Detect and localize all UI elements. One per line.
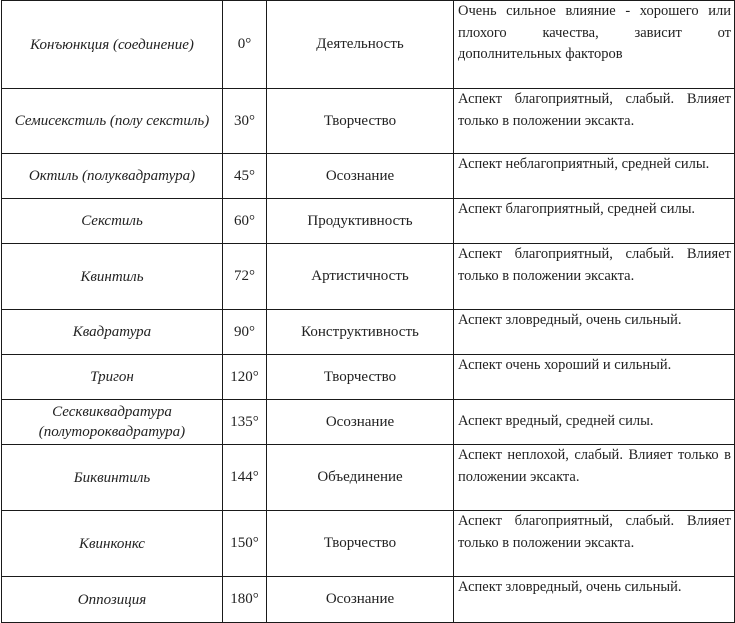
aspect-description: Аспект неплохой, слабый. Влияет только в положении эксакта.: [454, 445, 735, 511]
aspect-name: Секстиль: [2, 199, 223, 244]
aspect-description: Аспект зловредный, очень сильный.: [454, 577, 735, 623]
aspect-keyword: Осознание: [267, 154, 454, 199]
aspect-name: Квинтиль: [2, 244, 223, 310]
aspect-degree: 120°: [223, 355, 267, 400]
table-row: [2, 445, 735, 511]
aspect-name: Сесквиквадратура (полутороквадратура): [2, 400, 223, 445]
aspect-name: Тригон: [2, 355, 223, 400]
aspect-keyword: Осознание: [267, 577, 454, 623]
aspect-name: Конъюнкция (соединение): [2, 1, 223, 89]
aspect-degree: 45°: [223, 154, 267, 199]
aspect-name: Октиль (полуквадратура): [2, 154, 223, 199]
table-row: [2, 199, 735, 244]
table-row: [2, 1, 735, 89]
aspect-degree: 135°: [223, 400, 267, 445]
aspect-degree: 150°: [223, 511, 267, 577]
table-row: [2, 310, 735, 355]
aspect-keyword: Продуктивность: [267, 199, 454, 244]
aspect-keyword: Деятельность: [267, 1, 454, 89]
aspect-description: Аспект благоприятный, слабый. Влияет только в положении эксакта.: [454, 511, 735, 577]
aspect-degree: 60°: [223, 199, 267, 244]
table-row: [2, 577, 735, 623]
aspect-name: Оппозиция: [2, 577, 223, 623]
aspect-keyword: Творчество: [267, 355, 454, 400]
aspect-description: Аспект благоприятный, слабый. Влияет только в положении эксакта.: [454, 89, 735, 154]
aspect-name: Семисекстиль (полу секстиль): [2, 89, 223, 154]
aspect-description: Аспект неблагоприятный, средней силы.: [454, 154, 735, 199]
aspect-degree: 30°: [223, 89, 267, 154]
aspect-description: Аспект очень хороший и сильный.: [454, 355, 735, 400]
aspect-keyword: Осознание: [267, 400, 454, 445]
aspect-keyword: Конструктивность: [267, 310, 454, 355]
aspect-description: Очень сильное влияние - хорошего или плохого качества, зависит от дополнительных факторов: [454, 1, 735, 89]
aspect-name: Биквинтиль: [2, 445, 223, 511]
aspect-description: Аспект вредный, средней силы.: [454, 400, 735, 445]
aspect-keyword: Творчество: [267, 511, 454, 577]
aspects-table: [1, 0, 735, 623]
aspect-keyword: Артистичность: [267, 244, 454, 310]
aspect-keyword: Творчество: [267, 89, 454, 154]
aspect-keyword: Объединение: [267, 445, 454, 511]
aspect-name: Квадратура: [2, 310, 223, 355]
aspect-degree: 0°: [223, 1, 267, 89]
aspect-name: Квинконкс: [2, 511, 223, 577]
aspect-degree: 144°: [223, 445, 267, 511]
aspect-description: Аспект благоприятный, слабый. Влияет только в положении эксакта.: [454, 244, 735, 310]
table-row: [2, 355, 735, 400]
aspect-description: Аспект зловредный, очень сильный.: [454, 310, 735, 355]
aspect-degree: 180°: [223, 577, 267, 623]
table-row: [2, 154, 735, 199]
aspect-degree: 90°: [223, 310, 267, 355]
table-row: [2, 511, 735, 577]
table-row: [2, 244, 735, 310]
aspect-degree: 72°: [223, 244, 267, 310]
table-row: [2, 400, 735, 445]
aspect-description: Аспект благоприятный, средней силы.: [454, 199, 735, 244]
table-row: [2, 89, 735, 154]
